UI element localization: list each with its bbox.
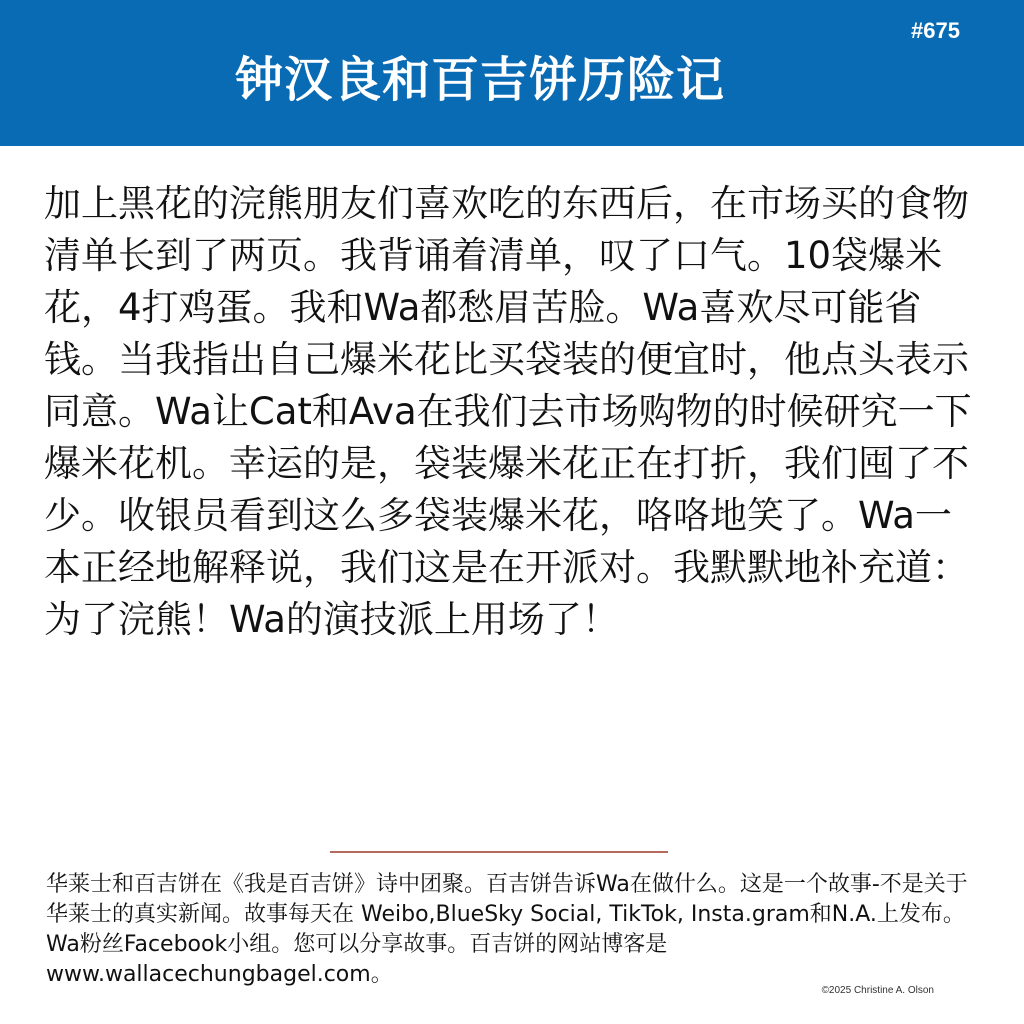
story-text: 加上黑花的浣熊朋友们喜欢吃的东西后，在市场买的食物清单长到了两页。我背诵着清单，叹了口气。10袋爆米花，4打鸡蛋。我和Wa都愁眉苦脸。Wa喜欢尽可能省钱。当我指出自己爆米花比买袋装的便宜时，他点头表示同意。Wa让Cat和Ava在我们去市场购物的时候研究一下爆米花机。幸运的是，袋装爆米花正在打折，我们囤了不少。收银员看到这么多袋装爆米花，咯咯地笑了。Wa一本正经地解释说，我们这是在开派对。我默默地补充道：为了浣熊！Wa的演技派上用场了！ xyxy=(44,182,972,641)
page-title: 钟汉良和百吉饼历险记 xyxy=(234,52,725,108)
episode-number: #675 xyxy=(911,18,960,43)
footer-note: 华莱士和百吉饼在《我是百吉饼》诗中团聚。百吉饼告诉Wa在做什么。这是一个故事-不是关于华莱士的真实新闻。故事每天在 Weibo,BlueSky Social, TikTok, Insta.gram和N.A.上发布。Wa粉丝Facebook小组。您可以分享故事。百吉饼的网站博客是www.wallacechungbagel.com。 xyxy=(46,872,968,987)
copyright: ©2025 Christine A. Olson xyxy=(821,985,934,996)
divider xyxy=(330,851,668,853)
header-banner xyxy=(0,0,1024,146)
